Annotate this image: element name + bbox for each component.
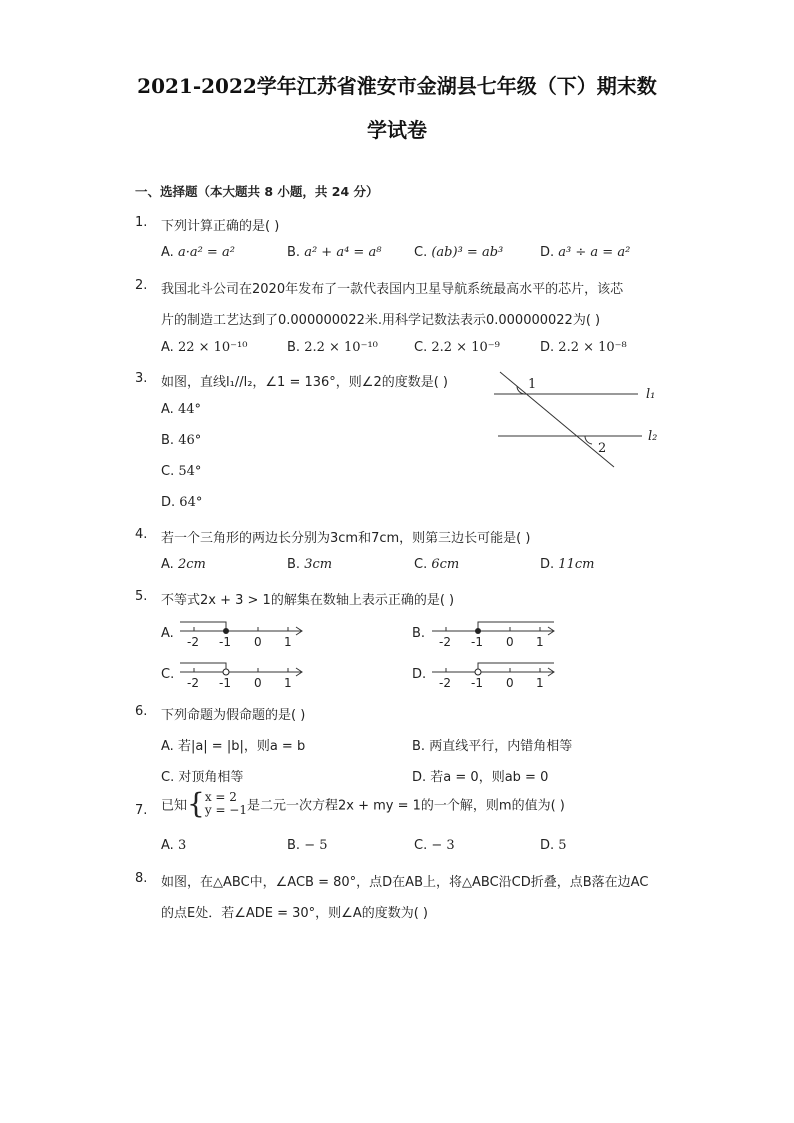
tick-label: -2 — [439, 635, 451, 649]
option-text: 11cm — [558, 557, 595, 572]
option-b — [287, 838, 328, 853]
option-c — [161, 766, 243, 785]
question-text-line2: 片的制造工艺达到了0.000000022米.用科学记数法表示0.000000022为( ) — [161, 313, 601, 328]
exam-title-line2: 学试卷 — [367, 118, 427, 142]
question-number: 2. — [135, 278, 148, 293]
option-a — [161, 402, 201, 417]
tick-label: -2 — [439, 676, 451, 690]
option-d — [161, 495, 202, 510]
option-label: A. — [161, 557, 174, 572]
option-c — [414, 557, 459, 572]
question-prefix: 已知 — [161, 798, 188, 814]
tick-label: 1 — [536, 635, 544, 649]
option-label: C. — [414, 557, 428, 572]
question-text: 不等式2x + 3 > 1的解集在数轴上表示正确的是( ) — [161, 593, 455, 608]
option-label: A. — [161, 739, 174, 754]
option-label: C. — [414, 245, 428, 260]
option-b — [287, 245, 381, 260]
option-label: C. — [414, 340, 428, 355]
option-label: C. — [414, 838, 428, 853]
option-c — [161, 464, 201, 479]
question-number: 8. — [135, 871, 148, 886]
option-text: 44° — [177, 402, 201, 417]
option-d — [540, 838, 567, 853]
option-d — [540, 245, 630, 260]
tick-label: 1 — [284, 635, 292, 649]
option-label: D. — [161, 495, 176, 510]
option-a-label: A. — [161, 626, 174, 641]
option-c — [414, 340, 500, 355]
option-label: B. — [412, 739, 426, 754]
equation-line: y = −1 — [204, 803, 247, 817]
option-text: 5 — [558, 838, 567, 853]
option-text: 64° — [179, 495, 203, 510]
option-label: C. — [161, 770, 175, 785]
option-label: B. — [287, 340, 301, 355]
option-label: D. — [412, 770, 427, 785]
tick-label: -1 — [471, 676, 483, 690]
tick-label: 1 — [536, 676, 544, 690]
parallel-lines-figure — [490, 370, 670, 475]
option-b — [287, 340, 378, 355]
number-line-a — [178, 617, 308, 651]
option-text: 3cm — [304, 557, 333, 572]
option-text: 2.2 × 10⁻¹⁰ — [304, 340, 378, 355]
question-number: 6. — [135, 704, 148, 719]
option-text: 若|a| = |b|，则a = b — [177, 739, 306, 754]
option-d — [540, 557, 594, 572]
option-label: D. — [540, 245, 555, 260]
option-text: 若a = 0，则ab = 0 — [430, 770, 549, 785]
number-line-d — [430, 658, 560, 692]
option-text: 3 — [177, 838, 187, 853]
question-number: 5. — [135, 589, 148, 604]
option-c-label: C. — [161, 667, 175, 682]
tick-label: 0 — [254, 635, 262, 649]
tick-label: 1 — [284, 676, 292, 690]
question-text-line1: 如图，在△ABC中，∠ACB = 80°，点D在AB上，将△ABC沿CD折叠，点B落在边AC — [161, 875, 649, 890]
number-line-c — [178, 658, 308, 692]
option-label: C. — [161, 464, 175, 479]
question-number: 7. — [135, 803, 148, 818]
line-l1-label: l₁ — [646, 387, 656, 402]
option-text: − 5 — [304, 838, 328, 853]
option-text: a·a² = a² — [177, 245, 235, 260]
option-label: A. — [161, 402, 174, 417]
option-label: B. — [161, 433, 175, 448]
option-d — [540, 340, 627, 355]
number-line-b — [430, 617, 560, 651]
question-text: 下列命题为假命题的是( ) — [161, 708, 306, 723]
question-text-line2: 的点E处．若∠ADE = 30°，则∠A的度数为( ) — [161, 906, 429, 921]
option-text: 2cm — [177, 557, 206, 572]
tick-label: 0 — [254, 676, 262, 690]
option-a — [161, 340, 247, 355]
question-number: 4. — [135, 527, 148, 542]
question-number: 1. — [135, 215, 148, 230]
tick-label: -1 — [471, 635, 483, 649]
option-text: 54° — [178, 464, 202, 479]
option-text: 对顶角相等 — [178, 770, 244, 785]
option-d — [412, 766, 548, 785]
question-text: 若一个三角形的两边长分别为3cm和7cm，则第三边长可能是( ) — [161, 531, 531, 546]
option-label: D. — [540, 557, 555, 572]
option-d-label: D. — [412, 667, 427, 682]
exam-title-line1: 2021-2022学年江苏省淮安市金湖县七年级（下）期末数 — [137, 74, 657, 98]
question-suffix: 是二元一次方程2x + my = 1的一个解，则m的值为( ) — [247, 798, 565, 814]
option-text: 22 × 10⁻¹⁰ — [177, 340, 248, 355]
question-text — [161, 787, 565, 820]
tick-label: -2 — [187, 635, 199, 649]
angle2-arc — [585, 436, 592, 444]
option-label: B. — [287, 838, 301, 853]
option-text: 46° — [178, 433, 202, 448]
option-text: 6cm — [431, 557, 460, 572]
option-c — [414, 838, 455, 853]
option-b — [287, 557, 332, 572]
option-text: 2.2 × 10⁻⁹ — [431, 340, 500, 355]
option-label: B. — [287, 245, 301, 260]
option-label: D. — [540, 340, 555, 355]
option-text: − 3 — [431, 838, 455, 853]
option-a — [161, 838, 186, 853]
question-text-line1: 我国北斗公司在2020年发布了一款代表国内卫星导航系统最高水平的芯片，该芯 — [161, 282, 624, 297]
option-b — [412, 735, 572, 754]
option-text: (ab)³ = ab³ — [431, 245, 504, 260]
option-text: 两直线平行，内错角相等 — [429, 739, 573, 754]
option-a — [161, 245, 235, 260]
option-a — [161, 735, 305, 754]
section-heading: 一、选择题（本大题共 8 小题，共 24 分） — [135, 184, 379, 199]
option-text: a³ ÷ a = a² — [558, 245, 631, 260]
option-text: a² + a⁴ = a⁸ — [304, 245, 382, 260]
question-text: 下列计算正确的是( ) — [161, 219, 280, 234]
option-label: B. — [287, 557, 301, 572]
tick-label: -2 — [187, 676, 199, 690]
tick-label: 0 — [506, 635, 514, 649]
option-b-label: B. — [412, 626, 426, 641]
equation-system — [205, 791, 247, 817]
tick-label: -1 — [219, 676, 231, 690]
option-label: D. — [540, 838, 555, 853]
angle1-label: 1 — [528, 377, 537, 392]
option-label: A. — [161, 838, 174, 853]
option-b — [161, 433, 201, 448]
question-text: 如图，直线l₁//l₂，∠1 = 136°，则∠2的度数是( ) — [161, 375, 449, 390]
brace-icon: { — [187, 787, 205, 820]
line-l2-label: l₂ — [648, 429, 658, 444]
tick-label: 0 — [506, 676, 514, 690]
option-c — [414, 245, 503, 260]
equation-line: x = 2 — [204, 790, 237, 804]
option-label: A. — [161, 245, 174, 260]
option-text: 2.2 × 10⁻⁸ — [558, 340, 627, 355]
question-number: 3. — [135, 371, 148, 386]
option-a — [161, 557, 206, 572]
option-label: A. — [161, 340, 174, 355]
tick-label: -1 — [219, 635, 231, 649]
angle2-label: 2 — [598, 441, 607, 456]
